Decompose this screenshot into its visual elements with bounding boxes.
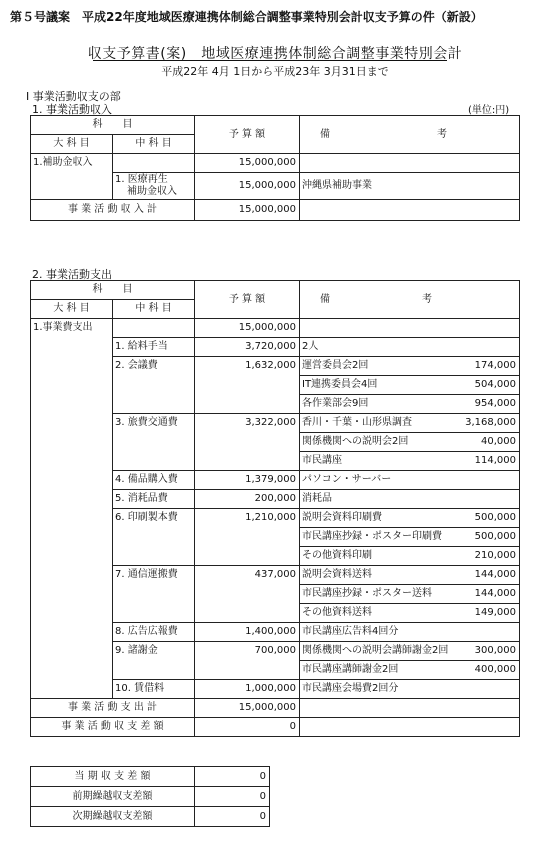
summary-label: 前期繰越収支差額: [31, 787, 195, 807]
summary-label: 当 期 収 支 差 額: [31, 767, 195, 787]
chu-item-amount: 1,632,000: [195, 357, 300, 376]
remark-amount: [450, 490, 520, 509]
expense-section-label: 2. 事業活動支出: [32, 268, 112, 281]
expense-detail-row: [31, 528, 520, 547]
remark-amount: 500,000: [450, 509, 520, 528]
expense-detail-row: [31, 357, 520, 376]
remark-text: 関係機関への説明会講師謝金2回: [300, 642, 450, 661]
chu-item-name: 4. 備品購入費: [113, 471, 195, 490]
expense-detail-row: [31, 376, 520, 395]
remark-amount: 400,000: [450, 661, 520, 680]
budget-header: 予 算 額: [195, 281, 300, 319]
remark-amount: [450, 471, 520, 490]
income-total-label: 事 業 活 動 収 入 計: [31, 200, 195, 221]
remark-amount: 144,000: [450, 585, 520, 604]
chu-item-amount: 15,000,000: [195, 173, 300, 200]
remark-amount: [450, 623, 520, 642]
remark-text: 各作業部会9回: [300, 395, 450, 414]
chu-item-amount: 1,379,000: [195, 471, 300, 490]
remark-amount: 174,000: [450, 357, 520, 376]
chu-item-name: [113, 173, 195, 200]
chu-item-amount: 3,720,000: [195, 338, 300, 357]
chu-item-name: 10. 賃借料: [113, 680, 195, 699]
summary-row: [31, 787, 270, 807]
chu-item-amount: 1,400,000: [195, 623, 300, 642]
remark-text: 市民講座: [300, 452, 450, 471]
remarks-header-1: 備: [320, 293, 330, 305]
remark-text: 市民講座抄録・ポスター印刷費: [300, 528, 450, 547]
chu-item-name: 1. 給料手当: [113, 338, 195, 357]
chu-item-amount: 437,000: [195, 566, 300, 585]
expense-detail-row: [31, 509, 520, 528]
remark-amount: 3,168,000: [450, 414, 520, 433]
remark-amount: 144,000: [450, 566, 520, 585]
remark-text: 市民講座講師謝金2回: [300, 661, 450, 680]
summary-amount: 0: [195, 807, 270, 827]
remark-amount: [450, 680, 520, 699]
expense-detail-row: [31, 452, 520, 471]
balance-label: 事 業 活 動 収 支 差 額: [31, 718, 195, 737]
expense-detail-row: [31, 414, 520, 433]
remark-text: 香川・千葉・山形県調査: [300, 414, 450, 433]
document-header: 第５号議案 平成22年度地域医療連携体制総合調整事業特別会計収支予算の件（新設）: [10, 10, 483, 24]
income-section-label: 1. 事業活動収入: [32, 103, 112, 116]
expense-detail-row: [31, 490, 520, 509]
remark-text: 市民講座広告料4回分: [300, 623, 450, 642]
remark-text: 市民講座抄録・ポスター送料: [300, 585, 450, 604]
remarks-header: [300, 281, 520, 319]
chu-item-name-line1: 1. 医療再生: [115, 174, 168, 185]
remarks-header-1: 備: [320, 128, 330, 140]
remark-amount: 40,000: [450, 433, 520, 452]
chu-kamoku-header: 中 科 目: [113, 135, 195, 154]
dai-kamoku-header: 大 科 目: [31, 135, 113, 154]
expense-table: [30, 280, 520, 737]
title-underline: [93, 60, 447, 61]
remark-text: 説明会資料印刷費: [300, 509, 450, 528]
remark-amount: 114,000: [450, 452, 520, 471]
chu-item-name: 3. 旅費交通費: [113, 414, 195, 433]
unit-label: (単位:円): [468, 105, 510, 116]
document-title: 収支予算書(案) 地域医療連携体制総合調整事業特別会計: [87, 46, 463, 62]
remark-amount: [450, 338, 520, 357]
section-heading: Ⅰ 事業活動収支の部: [26, 90, 121, 103]
remarks-header-2: 考: [437, 128, 447, 140]
dai-item-amount: 15,000,000: [195, 154, 300, 173]
expense-detail-row: [31, 585, 520, 604]
expense-detail-row: [31, 547, 520, 566]
remark-text: 説明会資料送料: [300, 566, 450, 585]
budget-header: 予 算 額: [195, 116, 300, 154]
summary-row: [31, 807, 270, 827]
chu-item-amount: 1,210,000: [195, 509, 300, 528]
remark-amount: 300,000: [450, 642, 520, 661]
expense-detail-row: [31, 623, 520, 642]
expense-detail-row: [31, 642, 520, 661]
chu-item-name: 2. 会議費: [113, 357, 195, 376]
chu-item-amount: 1,000,000: [195, 680, 300, 699]
chu-item-name: 6. 印刷製本費: [113, 509, 195, 528]
chu-kamoku-header: 中 科 目: [113, 300, 195, 319]
remarks-header-2: 考: [422, 293, 432, 305]
chu-item-amount: 3,322,000: [195, 414, 300, 433]
remark-amount: 149,000: [450, 604, 520, 623]
kamoku-header: 科 目: [31, 116, 195, 135]
dai-item-name: 1.補助金収入: [31, 154, 113, 173]
chu-item-name: 9. 諸謝金: [113, 642, 195, 661]
remark-text: その他資料送料: [300, 604, 450, 623]
expense-detail-row: [31, 471, 520, 490]
remark-text: パソコン・サーバー: [300, 471, 450, 490]
chu-item-name: 7. 通信運搬費: [113, 566, 195, 585]
expense-total-label: 事 業 活 動 支 出 計: [31, 699, 195, 718]
remark-text: 運営委員会2回: [300, 357, 450, 376]
expense-total-amount: 15,000,000: [195, 699, 300, 718]
dai-item-amount: 15,000,000: [195, 319, 300, 338]
chu-item-amount: 200,000: [195, 490, 300, 509]
summary-table: [30, 766, 270, 827]
dai-item-name: 1.事業費支出: [31, 319, 113, 338]
income-table: [30, 115, 520, 221]
income-total-amount: 15,000,000: [195, 200, 300, 221]
remark-text: 消耗品: [300, 490, 450, 509]
chu-item-name-line2: 補助金収入: [127, 186, 177, 197]
summary-row: [31, 767, 270, 787]
remark-amount: 954,000: [450, 395, 520, 414]
expense-detail-row: [31, 680, 520, 699]
remark-text: 市民講座会場費2回分: [300, 680, 450, 699]
chu-item-remark: 沖縄県補助事業: [300, 173, 520, 200]
kamoku-header: 科 目: [31, 281, 195, 300]
remark-amount: 500,000: [450, 528, 520, 547]
expense-detail-row: [31, 433, 520, 452]
remark-text: 2人: [300, 338, 450, 357]
expense-detail-row: [31, 566, 520, 585]
remark-text: 関係機関への説明会2回: [300, 433, 450, 452]
remarks-header: [300, 116, 520, 154]
expense-detail-row: [31, 395, 520, 414]
remark-amount: 504,000: [450, 376, 520, 395]
remark-text: その他資料印刷: [300, 547, 450, 566]
chu-item-name: 5. 消耗品費: [113, 490, 195, 509]
summary-label: 次期繰越収支差額: [31, 807, 195, 827]
chu-item-amount: 700,000: [195, 642, 300, 661]
summary-amount: 0: [195, 767, 270, 787]
expense-detail-row: [31, 338, 520, 357]
summary-amount: 0: [195, 787, 270, 807]
dai-kamoku-header: 大 科 目: [31, 300, 113, 319]
chu-item-name: 8. 広告広報費: [113, 623, 195, 642]
expense-detail-row: [31, 661, 520, 680]
remark-text: IT連携委員会4回: [300, 376, 450, 395]
expense-detail-row: [31, 604, 520, 623]
remark-amount: 210,000: [450, 547, 520, 566]
fiscal-period: 平成22年 4月 1日から平成23年 3月31日まで: [161, 65, 389, 78]
balance-amount: 0: [195, 718, 300, 737]
